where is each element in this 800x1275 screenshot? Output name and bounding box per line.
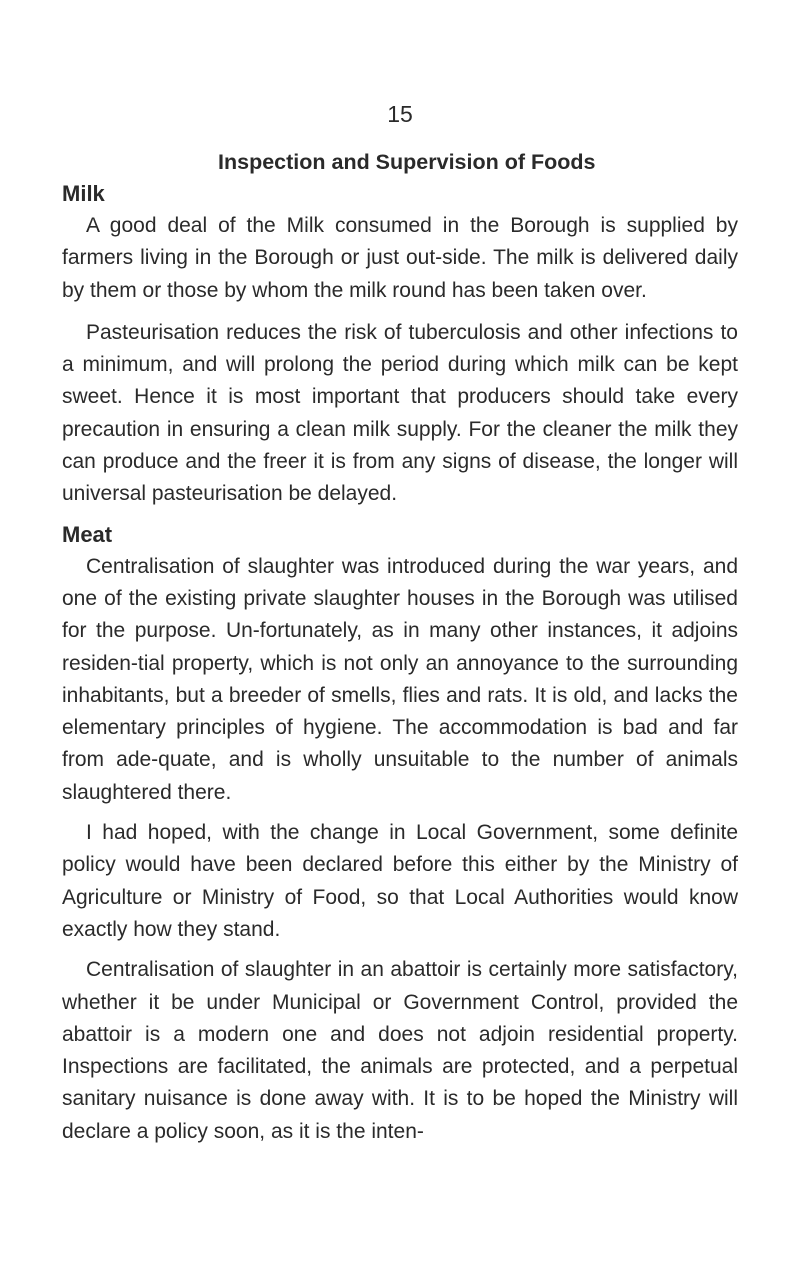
milk-paragraph-1: A good deal of the Milk consumed in the Borough is supplied by farmers living in the Borough or just out-side. The milk is delivered daily by them or those by whom the milk round has been taken over. <box>62 214 738 302</box>
page-content <box>62 146 738 1148</box>
meat-paragraph-3: Centralisation of slaughter in an abattoir is certainly more satisfactory, whether it be under Municipal or Government Control, provided the abattoir is a modern one and does not adjoin residential property. Inspections are facilitated, the animals are protected, and a perpetual sanitary nuisance is done away with. It is to be hoped the Ministry will declare a policy soon, as it is the inten- <box>62 958 738 1143</box>
milk-paragraph-2: Pasteurisation reduces the risk of tuberculosis and other infections to a minimum, and will prolong the period during which milk can be kept sweet. Hence it is most important that producers should take every precaution in ensuring a clean milk supply. For the cleaner the milk they can produce and the freer it is from any signs of disease, the longer will universal pasteurisation be delayed. <box>62 320 738 506</box>
page-number: 15 <box>387 101 413 127</box>
section-heading-meat: Meat <box>62 521 113 547</box>
meat-paragraph-2: I had hoped, with the change in Local Government, some definite policy would have been declared before this either by the Ministry of Agriculture or Ministry of Food, so that Local Authorities would know exactly how they stand. <box>62 821 738 941</box>
page-title: Inspection and Supervision of Foods <box>218 150 596 174</box>
meat-paragraph-1: Centralisation of slaughter was introduced during the war years, and one of the existing private slaughter houses in the Borough was utilised for the purpose. Un-fortunately, as in many other instances, it adjoins residen-tial property, which is not only an annoyance to the surrounding inhabitants, but a breeder of smells, flies and rats. It is old, and lacks the elementary principles of hygiene. The accommodation is bad and far from ade-quate, and is wholly unsuitable to the number of animals slaughtered there. <box>62 554 738 804</box>
section-heading-milk: Milk <box>62 181 105 206</box>
